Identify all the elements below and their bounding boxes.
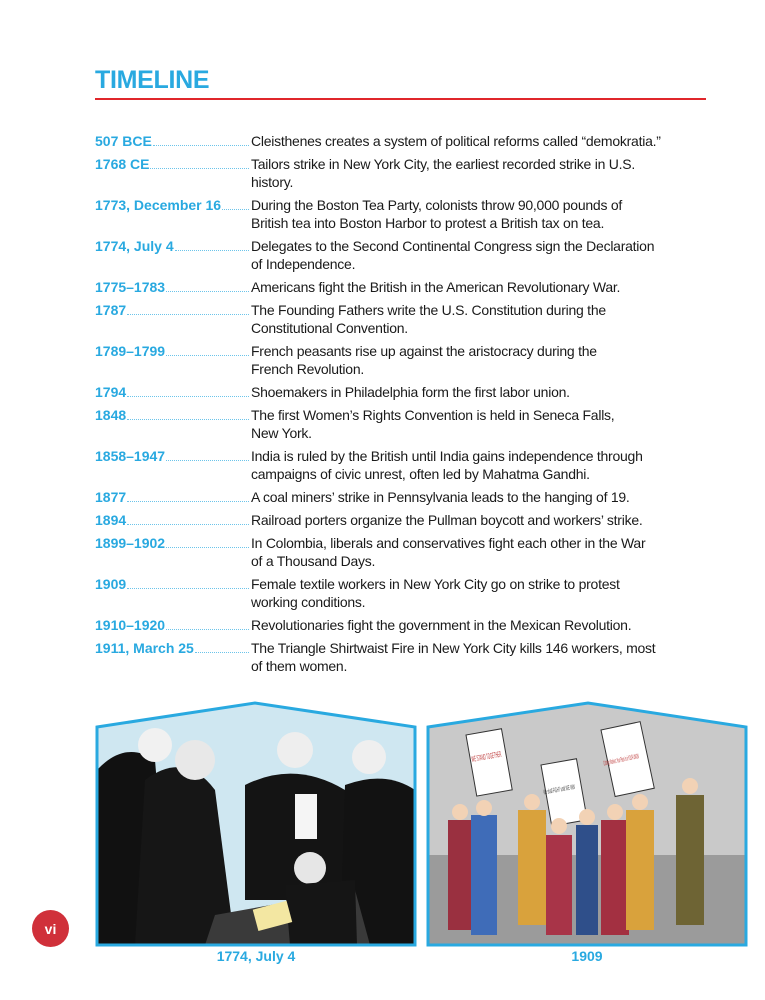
timeline-description [251, 488, 707, 506]
description-line: of a Thousand Days. [251, 553, 376, 569]
timeline-date [95, 301, 251, 337]
timeline-date [95, 406, 251, 442]
date-label: 1910–1920 [95, 617, 166, 633]
description-line: The Triangle Shirtwaist Fire in New York City kills 146 workers, most [251, 640, 656, 656]
timeline-entry [95, 196, 707, 232]
timeline-description [251, 406, 707, 442]
dotted-leader [166, 278, 249, 292]
date-label: 1911, March 25 [95, 640, 194, 656]
timeline-date [95, 616, 251, 634]
description-line: French peasants rise up against the aristocracy during the [251, 343, 597, 359]
timeline-entry [95, 383, 707, 401]
illustration-declaration-signing [95, 700, 417, 948]
description-line: Female textile workers in New York City go on strike to protest [251, 576, 620, 592]
description-line: The first Women’s Rights Convention is held in Seneca Falls, [251, 407, 615, 423]
description-line: of them women. [251, 658, 348, 674]
dotted-leader [127, 406, 249, 420]
description-line: The Founding Fathers write the U.S. Constitution during the [251, 302, 606, 318]
timeline-description [251, 301, 707, 337]
timeline-description [251, 616, 707, 634]
dotted-leader [195, 639, 249, 653]
timeline-date [95, 155, 251, 191]
description-line: Americans fight the British in the American Revolutionary War. [251, 279, 621, 295]
timeline-date [95, 383, 251, 401]
timeline-description [251, 534, 707, 570]
timeline-entry [95, 639, 707, 675]
date-label: 1858–1947 [95, 448, 166, 464]
description-line: In Colombia, liberals and conservatives fight each other in the War [251, 535, 646, 551]
description-line: Shoemakers in Philadelphia form the first labor union. [251, 384, 570, 400]
description-line: of Independence. [251, 256, 356, 272]
timeline-entry [95, 447, 707, 483]
timeline-date [95, 511, 251, 529]
timeline-date [95, 488, 251, 506]
description-line: India is ruled by the British until India gains independence through [251, 448, 643, 464]
dotted-leader [166, 342, 249, 356]
description-line: working conditions. [251, 594, 366, 610]
date-label: 1789–1799 [95, 343, 166, 359]
description-line: Revolutionaries fight the government in the Mexican Revolution. [251, 617, 632, 633]
timeline-description [251, 575, 707, 611]
timeline-entry [95, 616, 707, 634]
timeline-list [95, 132, 707, 680]
description-line: history. [251, 174, 294, 190]
page-number-badge: vi [32, 910, 69, 947]
dotted-leader [150, 155, 249, 169]
timeline-description [251, 342, 707, 378]
timeline-description [251, 278, 707, 296]
timeline-date [95, 639, 251, 675]
timeline-date [95, 196, 251, 232]
illustration-caption: 1909 [571, 948, 603, 964]
title-rule [95, 98, 706, 100]
timeline-description [251, 383, 707, 401]
timeline-entry [95, 575, 707, 611]
timeline-entry [95, 132, 707, 150]
timeline-description [251, 447, 707, 483]
date-label: 1787 [95, 302, 127, 318]
dotted-leader [127, 301, 249, 315]
timeline-entry [95, 488, 707, 506]
description-line: campaigns of civic unrest, often led by Mahatma Gandhi. [251, 466, 590, 482]
timeline-description [251, 196, 707, 232]
timeline-entry [95, 511, 707, 529]
timeline-date [95, 132, 251, 150]
date-label: 507 BCE [95, 133, 152, 149]
timeline-description [251, 639, 707, 675]
date-label: 1899–1902 [95, 535, 166, 551]
dotted-leader [166, 534, 249, 548]
timeline-description [251, 132, 707, 150]
page-title: TIMELINE [95, 66, 210, 94]
date-label: 1774, July 4 [95, 238, 174, 254]
description-line: Tailors strike in New York City, the earliest recorded strike in U.S. [251, 156, 635, 172]
dotted-leader [166, 447, 249, 461]
description-line: New York. [251, 425, 312, 441]
timeline-description [251, 155, 707, 191]
description-line: During the Boston Tea Party, colonists throw 90,000 pounds of [251, 197, 623, 213]
dotted-leader [166, 616, 249, 630]
timeline-date [95, 447, 251, 483]
description-line: French Revolution. [251, 361, 365, 377]
illustration-strike-march [426, 700, 748, 948]
timeline-entry [95, 406, 707, 442]
timeline-entry [95, 278, 707, 296]
timeline-entry [95, 301, 707, 337]
timeline-date [95, 237, 251, 273]
description-line: A coal miners’ strike in Pennsylvania leads to the hanging of 19. [251, 489, 630, 505]
dotted-leader [222, 196, 249, 210]
timeline-description [251, 511, 707, 529]
dotted-leader [127, 488, 249, 502]
timeline-date [95, 575, 251, 611]
timeline-date [95, 278, 251, 296]
date-label: 1877 [95, 489, 127, 505]
dotted-leader [127, 575, 249, 589]
timeline-description [251, 237, 707, 273]
timeline-date [95, 534, 251, 570]
timeline-date [95, 342, 251, 378]
timeline-entry [95, 155, 707, 191]
date-label: 1909 [95, 576, 127, 592]
description-line: British tea into Boston Harbor to protest a British tax on tea. [251, 215, 605, 231]
description-line: Delegates to the Second Continental Congress sign the Declaration [251, 238, 655, 254]
date-label: 1848 [95, 407, 127, 423]
date-label: 1773, December 16 [95, 197, 222, 213]
timeline-entry [95, 342, 707, 378]
dotted-leader [127, 511, 249, 525]
timeline-entry [95, 237, 707, 273]
date-label: 1775–1783 [95, 279, 166, 295]
description-line: Railroad porters organize the Pullman boycott and workers’ strike. [251, 512, 643, 528]
description-line: Constitutional Convention. [251, 320, 408, 336]
date-label: 1894 [95, 512, 127, 528]
dotted-leader [127, 383, 249, 397]
description-line: Cleisthenes creates a system of political reforms called “demokratia.” [251, 133, 661, 149]
dotted-leader [175, 237, 249, 251]
illustration-caption: 1774, July 4 [216, 948, 296, 964]
date-label: 1768 CE [95, 156, 150, 172]
dotted-leader [153, 132, 249, 146]
date-label: 1794 [95, 384, 127, 400]
timeline-entry [95, 534, 707, 570]
